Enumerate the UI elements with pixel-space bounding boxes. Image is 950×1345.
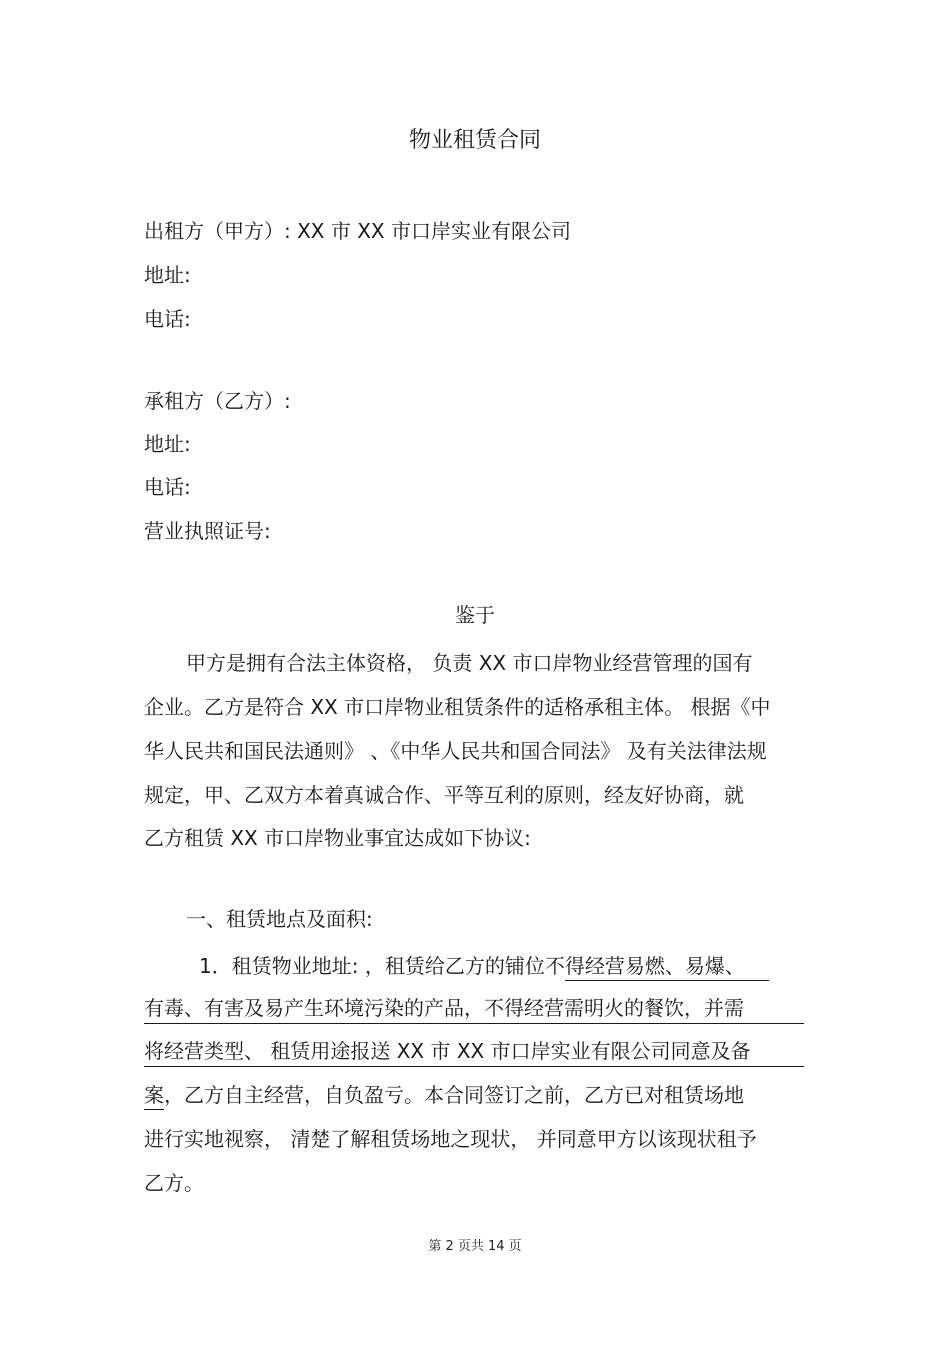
section1-heading: 一、租赁地点及面积: bbox=[186, 907, 373, 931]
page-number-footer: 第 2 页共 14 页 bbox=[428, 1239, 522, 1254]
clause1-line bbox=[144, 1038, 824, 1067]
whereas-line: 规定，甲、乙双方本着真诚合作、平等互利的原则，经友好协商，就 bbox=[144, 783, 744, 807]
clause1-line bbox=[199, 953, 879, 979]
clause1-underlined: 将经营类型、 租赁用途报送 XX 市 XX 市口岸实业有限公司同意及备 bbox=[144, 1038, 804, 1067]
lessor-party: 出租方（甲方）: XX 市 XX 市口岸实业有限公司 bbox=[144, 219, 571, 243]
lessee-license: 营业执照证号: bbox=[144, 519, 271, 543]
clause1-line bbox=[144, 995, 824, 1024]
clause1-line: 进行实地视察， 清楚了解租赁场地之现状， 并同意甲方以该现状租予 bbox=[144, 1127, 757, 1151]
clause1-underlined: 得经营易燃、易爆、 bbox=[565, 954, 769, 981]
whereas-heading: 鉴于 bbox=[455, 603, 495, 627]
whereas-line: 乙方租赁 XX 市口岸物业事宜达成如下协议: bbox=[144, 826, 531, 850]
lessee-address: 地址: bbox=[144, 432, 191, 456]
lessee-party: 承租方（乙方）: bbox=[144, 389, 291, 413]
whereas-line: 企业。乙方是符合 XX 市口岸物业租赁条件的适格承租主体。 根据《中 bbox=[144, 695, 771, 719]
whereas-line: 华人民共和国民法通则》 、《中华人民共和国合同法》 及有关法律法规 bbox=[144, 739, 767, 763]
clause1-line: 乙方。 bbox=[144, 1171, 204, 1195]
clause1-underlined: 案 bbox=[144, 1083, 164, 1110]
whereas-line: 甲方是拥有合法主体资格， 负责 XX 市口岸物业经营管理的国有 bbox=[186, 651, 753, 675]
clause1-text: ，乙方自主经营，自负盈亏。本合同签订之前，乙方已对租赁场地 bbox=[164, 1083, 744, 1107]
document-title: 物业租赁合同 bbox=[408, 128, 541, 153]
clause1-line bbox=[144, 1082, 824, 1108]
lessee-phone: 电话: bbox=[144, 475, 191, 499]
lessor-address: 地址: bbox=[144, 263, 191, 287]
lessor-phone: 电话: bbox=[144, 307, 191, 331]
clause1-prefix: 1．租赁物业地址: ，租赁给乙方的铺位不 bbox=[199, 954, 565, 978]
clause1-underlined: 有毒、有害及易产生环境污染的产品，不得经营需明火的餐饮，并需 bbox=[144, 995, 804, 1024]
